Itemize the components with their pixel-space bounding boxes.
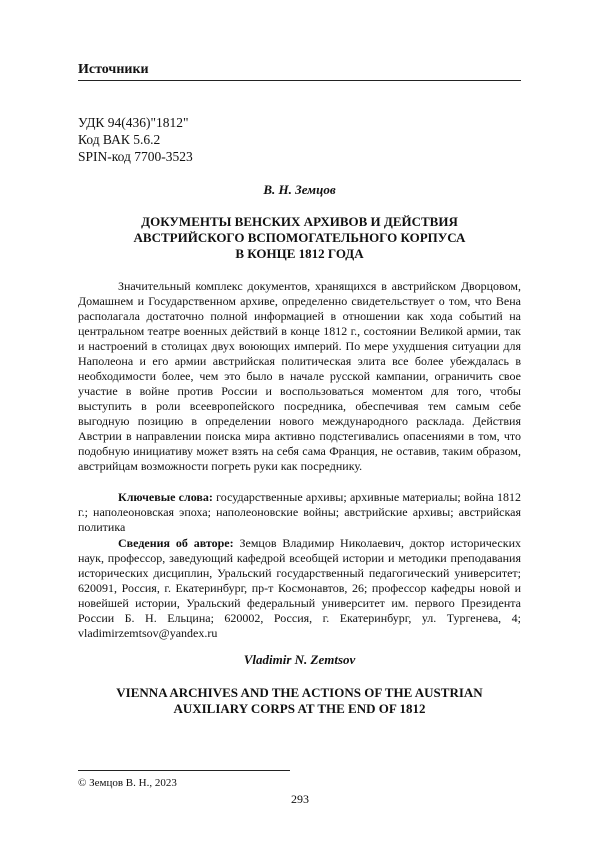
keywords-text: государственные архивы; архивные материалы; война 1812 г.; наполеоновская эпоха; наполеоновские войны; австрийские архивы; австрийская политика (78, 490, 521, 534)
author-name-ru: В. Н. Земцов (263, 182, 336, 197)
article-title-en (78, 685, 521, 717)
article-title-ru (78, 214, 521, 262)
abstract-ru: Значительный комплекс документов, хранящихся в австрийском Дворцовом, Домашнем и Государственном архиве, определенно свидетельствует о том, что Вена располагала достаточно полной информацией в отношении как хода событий на центральном театре военных действий в конце 1812 г., состоянии Великой армии, так и настроений в столицах двух воюющих империй. По мере ухудшения ситуации для Наполеона и его армии австрийская политическая элита все более убеждалась в необходимости более, чем это было в начале русской кампании, ограничить свое участие в войне против России и воспользоваться моментом для того, чтобы выступить в роли всеевропейского посредника, обеспечивая тем самым себе выгодную позицию в определении нового международного расклада. Действия Австрии в направлении поиска мира активно подстегивались опасениями в том, что подобную инициативу может взять на себя сама Франция, не оставив, таким образом, австрийцам возможности погреть руки как посреднику. (78, 279, 521, 473)
author-info-ru (78, 536, 521, 641)
author-name-en: Vladimir N. Zemtsov (243, 652, 356, 667)
keywords-label: Ключевые слова: (118, 490, 213, 504)
page-number: 293 (291, 792, 309, 806)
vak-code: Код ВАК 5.6.2 (78, 132, 161, 147)
spin-code: SPIN-код 7700-3523 (78, 149, 193, 164)
header-divider (78, 80, 521, 81)
section-header: Источники (78, 62, 149, 77)
title-ru-line: В КОНЦЕ 1812 ГОДА (235, 246, 364, 261)
author-info-text: Земцов Владимир Николаевич, доктор исторических наук, профессор, заведующий кафедрой всеобщей истории и методики преподавания исторических дисциплин, Уральский государственный педагогический университет; 620091, Россия, г. Екатеринбург, пр-т Космонавтов, 26; профессор кафедры новой и новейшей истории, Уральский федеральный университет им. первого Президента России Б. Н. Ельцина; 620002, Россия, г. Екатеринбург, ул. Тургенева, 4; vladimirzemtsov@yandex.ru (78, 536, 522, 640)
title-en-line: AUXILIARY CORPS AT THE END OF 1812 (173, 701, 426, 716)
author-info-label: Сведения об авторе: (118, 536, 234, 550)
title-ru-line: ДОКУМЕНТЫ ВЕНСКИХ АРХИВОВ И ДЕЙСТВИЯ (141, 214, 458, 229)
udk-code: УДК 94(436)"1812" (78, 115, 189, 130)
keywords-ru (78, 490, 521, 535)
title-ru-line: АВСТРИЙСКОГО ВСПОМОГАТЕЛЬНОГО КОРПУСА (133, 230, 466, 245)
classification-codes (78, 114, 193, 165)
footnote-divider (78, 770, 290, 771)
title-en-line: VIENNA ARCHIVES AND THE ACTIONS OF THE AUSTRIAN (116, 685, 483, 700)
copyright-footnote: © Земцов В. Н., 2023 (78, 777, 177, 789)
